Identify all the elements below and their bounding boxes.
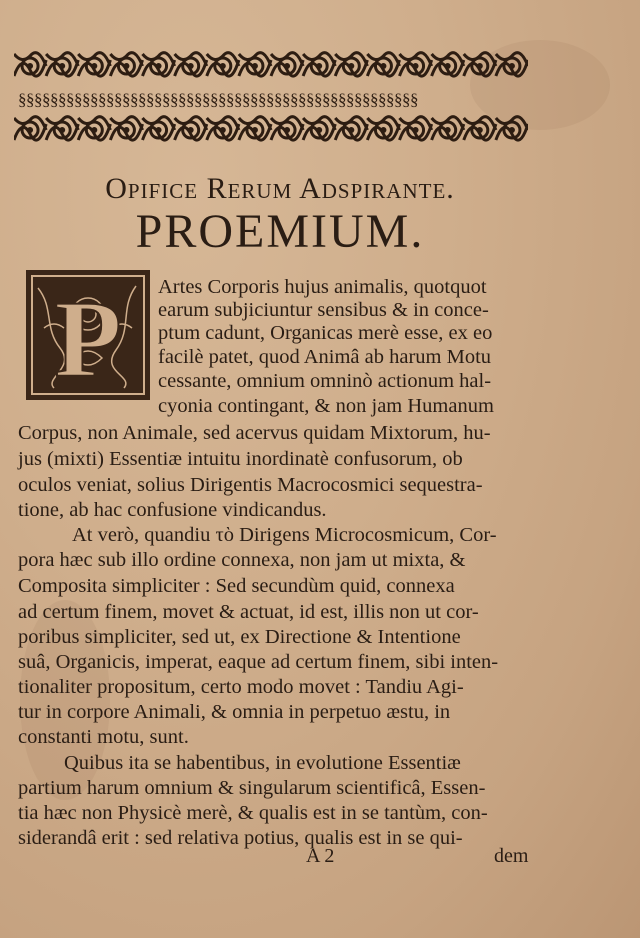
fleuron-unit bbox=[367, 117, 399, 140]
text-line: poribus simpliciter, sed ut, ex Directione & Intentione bbox=[18, 626, 461, 648]
fleuron-unit bbox=[303, 53, 335, 76]
fleuron-unit bbox=[271, 53, 303, 76]
fleuron-unit bbox=[175, 117, 207, 140]
fleuron-unit bbox=[46, 117, 78, 140]
text-line: oculos veniat, solius Dirigentis Macrocosmici sequestra- bbox=[18, 474, 483, 496]
fleuron-unit bbox=[271, 117, 303, 140]
fleuron-unit bbox=[143, 117, 175, 140]
text-line: constanti motu, sunt. bbox=[18, 726, 189, 748]
fleuron-unit bbox=[46, 53, 78, 76]
headpiece-ornament-top bbox=[14, 44, 528, 88]
text-line: At verò, quandiu τὸ Dirigens Microcosmicum, Cor- bbox=[72, 524, 497, 546]
fleuron-unit bbox=[464, 117, 496, 140]
text-line: tionaliter propositum, certo modo movet : Tandiu Agi- bbox=[18, 676, 464, 698]
fleuron-unit bbox=[496, 53, 528, 76]
fleuron-unit bbox=[14, 53, 46, 76]
fleuron-unit bbox=[303, 117, 335, 140]
text-line: siderandâ erit : sed relativa potius, qualis est in se qui- bbox=[18, 827, 463, 849]
fleuron-unit bbox=[207, 53, 239, 76]
fleuron-unit bbox=[400, 53, 432, 76]
fleuron-unit bbox=[367, 53, 399, 76]
drop-cap-initial bbox=[24, 268, 152, 402]
text-line: Composita simpliciter : Sed secundùm quid, connexa bbox=[18, 575, 455, 597]
fleuron-unit bbox=[175, 53, 207, 76]
fleuron-unit bbox=[432, 53, 464, 76]
text-line: pora hæc sub illo ordine connexa, non jam ut mixta, & bbox=[18, 549, 466, 571]
fleuron-unit bbox=[14, 117, 46, 140]
fleuron-unit bbox=[78, 53, 110, 76]
fleuron-unit bbox=[464, 53, 496, 76]
fleuron-unit bbox=[239, 117, 271, 140]
text-line: tur in corpore Animali, & omnia in perpetuo æstu, in bbox=[18, 701, 451, 723]
text-line: cessante, omnium omninò actionum hal- bbox=[158, 370, 492, 392]
headpiece-ornament-rule: §§§§§§§§§§§§§§§§§§§§§§§§§§§§§§§§§§§§§§§§§§§§§§§§§§ bbox=[18, 90, 418, 109]
text-line: jus (mixti) Essentiæ intuitu inordinatè confusorum, ob bbox=[18, 448, 463, 470]
catchword: dem bbox=[494, 845, 529, 867]
invocation-caption: Opifice Rerum Adspirante. bbox=[105, 172, 455, 205]
fleuron-unit bbox=[335, 53, 367, 76]
text-line: tione, ab hac confusione vindicandus. bbox=[18, 499, 327, 521]
fleuron-unit bbox=[400, 117, 432, 140]
text-line: earum subjiciuntur sensibus & in conce- bbox=[158, 299, 489, 321]
text-line: Corpus, non Animale, sed acervus quidam Mixtorum, hu- bbox=[18, 422, 491, 444]
signature-mark: A 2 bbox=[306, 845, 335, 867]
text-line: partium harum omnium & singularum scientificâ, Essen- bbox=[18, 777, 486, 799]
chapter-title: PROEMIUM. bbox=[135, 205, 425, 258]
text-line: tia hæc non Physicè merè, & qualis est in se tantùm, con- bbox=[18, 802, 488, 824]
drop-cap-letter: P bbox=[54, 278, 122, 400]
text-line: ad certum finem, movet & actuat, id est, illis non ut cor- bbox=[18, 601, 479, 623]
fleuron-unit bbox=[143, 53, 175, 76]
fleuron-unit bbox=[239, 53, 271, 76]
text-line: Quibus ita se habentibus, in evolutione Essentiæ bbox=[64, 752, 461, 774]
text-line: Artes Corporis hujus animalis, quotquot bbox=[158, 276, 487, 298]
fleuron-unit bbox=[432, 117, 464, 140]
text-line: facilè patet, quod Animâ ab harum Motu bbox=[158, 346, 492, 368]
headpiece-ornament-bottom bbox=[14, 108, 528, 152]
fleuron-unit bbox=[335, 117, 367, 140]
text-line: suâ, Organicis, imperat, eaque ad certum finem, sibi inten- bbox=[18, 651, 499, 673]
fleuron-unit bbox=[496, 117, 528, 140]
fleuron-unit bbox=[207, 117, 239, 140]
fleuron-unit bbox=[78, 117, 110, 140]
text-line: cyonia contingant, & non jam Humanum bbox=[158, 395, 494, 417]
text-line: ptum cadunt, Organicas merè esse, ex eo bbox=[158, 322, 493, 344]
fleuron-unit bbox=[110, 117, 142, 140]
fleuron-unit bbox=[110, 53, 142, 76]
